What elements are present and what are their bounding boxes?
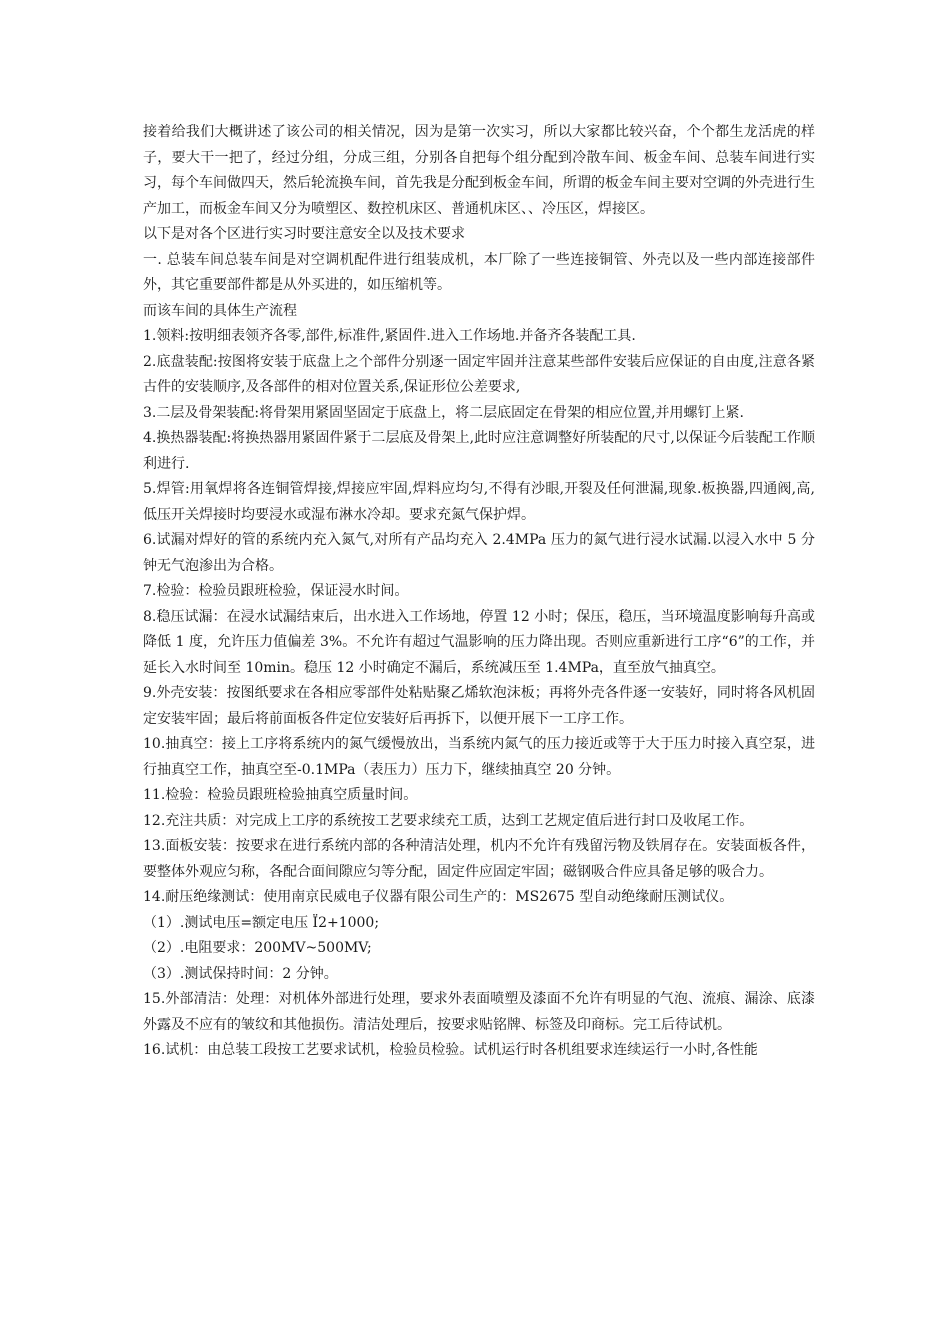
step-item: 8.稳压试漏：在浸水试漏结束后，出水进入工作场地，停置 12 小时；保压，稳压，当环境温度影响每升高或降低 1 度，允许压力值偏差 3%。不允许有超过气温影响的压力降出现。否则应重新进行工序“6”的工作，并延长入水时间至 10min。稳压 12 小时确定不漏后，系统减压至 1.4MPa，直至放气抽真空。 [143,608,815,676]
section-heading-assembly: 一. 总装车间总装车间是对空调机配件进行组装成机，本厂除了一些连接铜管、外壳以及一些内部连接部件外，其它重要部件都是从外买进的，如压缩机等。 [143,251,815,293]
step-item: 12.充注共质：对完成上工序的系统按工艺要求续充工质，达到工艺规定值后进行封口及收尾工作。 [143,812,754,829]
step-item: 9.外壳安装：按图纸要求在各相应零部件处粘贴聚乙烯软泡沫板；再将外壳各件逐一安装好，同时将各风机固定安装牢固；最后将前面板各件定位安装好后再拆下，以便开展下一工序工作。 [143,685,815,727]
step-item: 1.领料:按明细表领齐各零,部件,标准件,紧固件.进入工作场地.并备齐各装配工具. [143,328,636,344]
step-item: 16.试机：由总装工段按工艺要求试机，检验员检验。试机运行时各机组要求连续运行一小时,各性能 [143,1042,758,1058]
step-item: 14.耐压绝缘测试：使用南京民威电子仪器有限公司生产的：MS2675 型自动绝缘耐压测试仪。 [143,889,734,905]
document-body [143,120,815,1064]
step-item: 6.试漏对焊好的管的系统内充入氮气,对所有产品均充入 2.4MPa 压力的氮气进行浸水试漏.以浸入水中 5 分钟无气泡渗出为合格。 [143,532,815,574]
step-item: 4.换热器装配:将换热器用紧固件紧于二层底及骨架上,此时应注意调整好所装配的尺寸,以保证今后装配工作顺利进行. [143,430,815,472]
step-item: 11.检验：检验员跟班检验抽真空质量时间。 [143,787,418,803]
step-item: 13.面板安装：按要求在进行系统内部的各种清洁处理，机内不允许有残留污物及铁屑存在。安装面板各件，要整体外观应匀称，各配合面间隙应匀等分配，固定件应固定牢固；磁钢吸合件应具备足够的吸合力。 [143,838,815,880]
intro-paragraph: 接着给我们大概讲述了该公司的相关情况，因为是第一次实习，所以大家都比较兴奋，个个都生龙活虎的样子，要大干一把了，经过分组，分成三组，分别各自把每个组分配到冷散车间、板金车间、总装车间进行实习，每个车间做四天，然后轮流换车间，首先我是分配到板金车间，所谓的板金车间主要对空调的外壳进行生产加工，而板金车间又分为喷塑区、数控机床区、普通机床区、、冷压区，焊接区。 [143,124,815,217]
process-heading: 而该车间的具体生产流程 [143,302,297,319]
sub-item: （3）.测试保持时间：2 分钟。 [143,965,338,982]
step-item: 10.抽真空：接上工序将系统内的氮气缓慢放出，当系统内氮气的压力接近或等于大于压力时接入真空泵，进行抽真空工作，抽真空至-0.1MPa（表压力）压力下，继续抽真空 20 分钟。 [143,736,815,778]
section-intro: 以下是对各个区进行实习时要注意安全以及技术要求 [143,226,465,242]
step-item: 5.焊管:用氧焊将各连铜管焊接,焊接应牢固,焊料应均匀,不得有沙眼,开裂及任何泄漏,现象.板换器,四通阀,高,低压开关焊接时均要浸水或湿布淋水冷却。要求充氮气保护焊。 [143,481,815,523]
step-item: 7.检验：检验员跟班检验，保证浸水时间。 [143,583,409,599]
sub-item: （2）.电阻要求：200MV~500MV; [143,940,372,956]
sub-item: （1）.测试电压=额定电压 Ï2+1000; [143,914,380,931]
step-item: 2.底盘装配:按图将安装于底盘上之个部件分别逐一固定牢固并注意某些部件安装后应保证的自由度,注意各紧古件的安装顺序,及各部件的相对位置关系,保证形位公差要求, [143,353,815,395]
step-item: 15.外部清洁：处理：对机体外部进行处理，要求外表面喷塑及漆面不允许有明显的气泡、流痕、漏涂、底漆外露及不应有的皱纹和其他损伤。清洁处理后，按要求贴铭牌、标签及印商标。完工后待试机。 [143,991,815,1033]
step-item: 3.二层及骨架装配:将骨架用紧固坚固定于底盘上，将二层底固定在骨架的相应位置,并用螺钉上紧. [143,404,744,421]
